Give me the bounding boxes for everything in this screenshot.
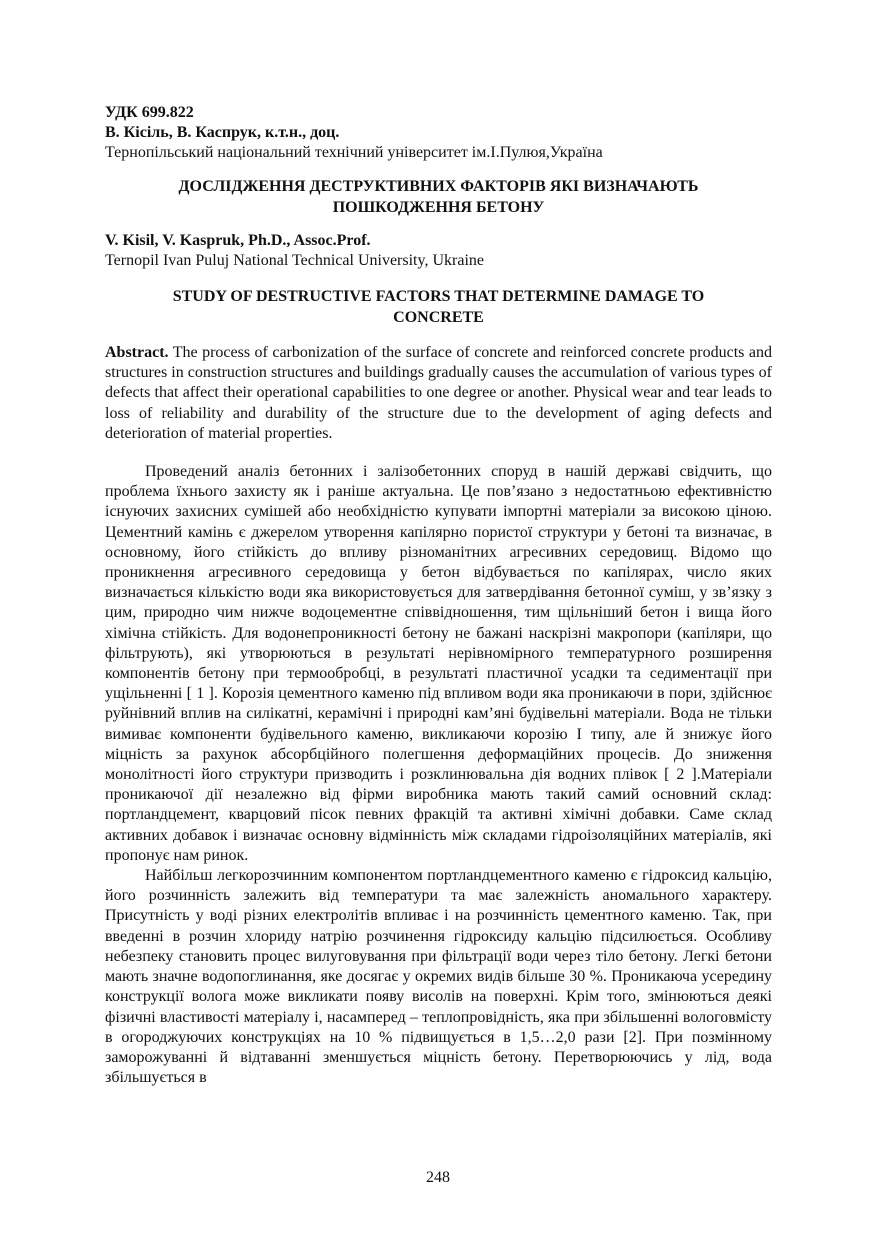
body-paragraph-1: Проведений аналіз бетонних і залізобетонних споруд в нашій державі свідчить, що проблема їхнього захисту як і раніше актуальна. Це пов’язано з недостатньою ефективністю існуючих захисних сумішей або необхідністю купувати імпортні матеріали за високою ціною. Цементний камінь є джерелом утворення капілярно пористої структури у бетоні та визначає, в основному, його стійкість до впливу різноманітних агресивних середовищ. Відомо що проникнення агресивного середовища у бетон відбувається по капілярах, число яких визначається кількістю води яка використовується для затвердівання бетонної суміш, у зв’язку з цим, природно чим нижче водоцементне співвідношення, тим щільніший бетон і вища його хімічна стійкість. Для водонепроникності бетону не бажані наскрізні макропори (капіляри, що фільтрують), які утворюються в результаті нерівномірного температурного розширення компонентів бетону при термообробці, в результаті пластичної усадки та седиментації при ущільненні [ 1 ]. Корозія цементного каменю під впливом води яка проникаючи в пори, здійснює руйнівний вплив на силікатні, керамічні і природні кам’яні будівельні матеріали. Вода не тільки вимиває компоненти будівельного каменю, викликаючи корозію I типу, але й знижує його міцність за рахунок абсорбційного полегшення деформаційних процесів. До зниження монолітності його структури призводить і розклинювальна дія водних плівок [ 2 ].Матеріали проникаючої дії незалежно від фірми виробника мають такий самий основний склад: портландцемент, кварцовий пісок певних фракцій та активні хімічні добавки. Саме склад активних добавок і визначає основну відмінність між складами гідроізоляційних матеріалів, які пропонує нам ринок. bbox=[105, 463, 772, 864]
abstract-text: The process of carbonization of the surface of concrete and reinforced concrete products and structures in construction structures and buildings gradually causes the accumulation of various types of defects that affect their operational capabilities to one degree or another. Physical wear and tear leads to loss of reliability and durability of the structure due to the development of aging defects and deterioration of material properties. bbox=[105, 344, 772, 442]
title-uk-line2: ПОШКОДЖЕННЯ БЕТОНУ bbox=[332, 199, 545, 216]
udc-code: УДК 699.822 bbox=[105, 104, 194, 121]
abstract bbox=[105, 343, 772, 444]
title-en-line2: CONCRETE bbox=[393, 309, 484, 326]
abstract-label: Abstract. bbox=[105, 344, 169, 361]
authors-en: V. Kisil, V. Kaspruk, Ph.D., Assoc.Prof. bbox=[105, 232, 371, 249]
body-paragraph-2: Найбільш легкорозчинним компонентом портландцементного каменю є гідроксид кальцію, його розчинність залежить від температури та має залежність аномального характеру. Присутність у воді різних електролітів впливає і на розчинність цементного каменю. Так, при введенні в розчин хлориду натрію розчинення гідроксиду кальцію підсилюється. Особливу небезпеку становить процес вилуговування при фільтрації води через тіло бетону. Легкі бетони мають значне водопоглинання, яке досягає у окремих видів більше 30 %. Проникаюча усередину конструкції волога може викликати появу висолів на поверхні. Крім того, змінюються деякі фізичні властивості матеріалу і, насамперед – теплопровідність, яка при збільшенні вологовмісту в огороджуючих конструкціях на 10 % підвищується в 1,5…2,0 рази [2]. При позмінному заморожуванні й відтаванні зменшується міцність бетону. Перетворюючись у лід, вода збільшується в bbox=[105, 867, 772, 1087]
page-number: 248 bbox=[426, 1169, 450, 1186]
authors-uk: В. Кісіль, В. Каспрук, к.т.н., доц. bbox=[105, 124, 340, 141]
affiliation-uk: Тернопільський національний технічний університет ім.І.Пулюя,Україна bbox=[105, 144, 603, 161]
document-page bbox=[105, 103, 772, 1088]
title-en-line1: STUDY OF DESTRUCTIVE FACTORS THAT DETERMINE DAMAGE TO bbox=[172, 288, 705, 305]
affiliation-en: Ternopil Ivan Puluj National Technical University, Ukraine bbox=[105, 252, 484, 269]
title-uk-line1: ДОСЛІДЖЕННЯ ДЕСТРУКТИВНИХ ФАКТОРІВ ЯКІ ВИЗНАЧАЮТЬ bbox=[178, 178, 699, 195]
